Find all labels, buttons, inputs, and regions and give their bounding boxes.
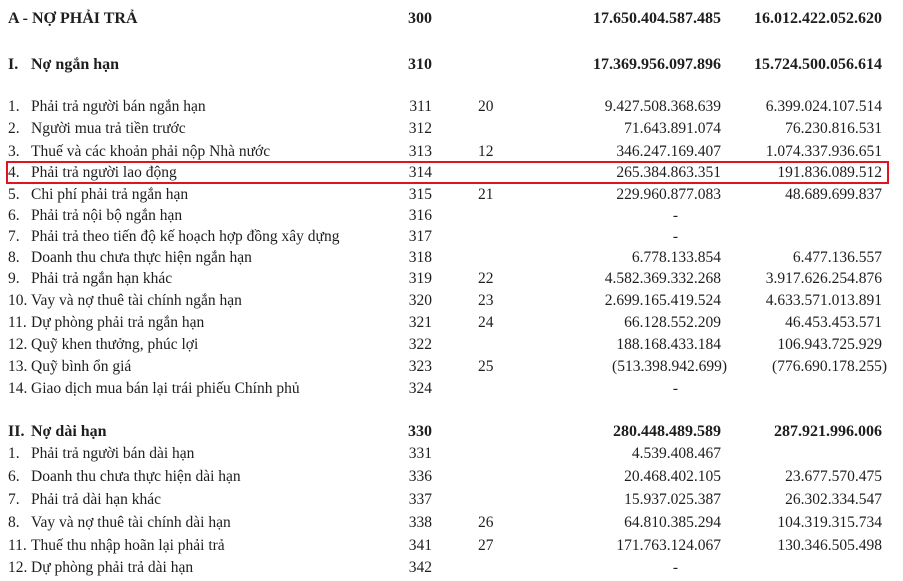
row-current: 4.539.408.467 <box>631 445 721 462</box>
row-current: - <box>672 228 678 245</box>
row-code: 311 <box>409 98 432 115</box>
row-previous: 46.453.453.571 <box>785 314 882 331</box>
row-current: 2.699.165.419.524 <box>604 292 721 309</box>
row-number: 5. <box>8 186 20 203</box>
row-label: Phải trả ngắn hạn khác <box>31 270 173 287</box>
row-current: - <box>672 380 678 397</box>
row-current: 229.960.877.083 <box>616 186 721 203</box>
row-number: 3. <box>8 143 20 160</box>
row-current: 188.168.433.184 <box>616 336 721 353</box>
row-code: 320 <box>408 292 432 309</box>
row-number: 7. <box>8 491 20 508</box>
section-a-label: A - NỢ PHẢI TRẢ <box>8 10 138 27</box>
row-number: 12. <box>8 559 28 576</box>
section-ii-label: Nợ dài hạn <box>31 423 107 440</box>
row-previous: 130.346.505.498 <box>777 537 882 554</box>
row-current: 4.582.369.332.268 <box>604 270 721 287</box>
row-note: 12 <box>478 143 494 160</box>
section-ii-previous: 287.921.996.006 <box>774 423 882 440</box>
row-previous: 48.689.699.837 <box>785 186 882 203</box>
row-note: 20 <box>478 98 494 115</box>
row-label: Người mua trả tiền trước <box>31 120 186 137</box>
table-row <box>0 141 903 163</box>
row-label: Phải trả người bán dài hạn <box>31 445 195 462</box>
row-code: 315 <box>408 186 432 203</box>
table-row <box>0 118 903 140</box>
row-code: 318 <box>408 249 432 266</box>
row-previous: 191.836.089.512 <box>777 164 882 181</box>
row-current: - <box>672 559 678 576</box>
table-row <box>0 356 903 378</box>
row-label: Phải trả người bán ngắn hạn <box>31 98 206 115</box>
row-previous: 4.633.571.013.891 <box>765 292 882 309</box>
row-current: 171.763.124.067 <box>616 537 721 554</box>
row-previous: 1.074.337.936.651 <box>765 143 882 160</box>
row-label: Quỹ khen thưởng, phúc lợi <box>31 336 199 353</box>
row-previous: 26.302.334.547 <box>785 491 882 508</box>
row-current: 71.643.891.074 <box>624 120 721 137</box>
row-code: 317 <box>408 228 432 245</box>
table-row <box>0 334 903 356</box>
row-previous: 104.319.315.734 <box>777 514 882 531</box>
row-label: Vay và nợ thuê tài chính dài hạn <box>31 514 231 531</box>
row-number: 6. <box>8 468 20 485</box>
row-number: 10. <box>8 292 28 309</box>
section-i-current: 17.369.956.097.896 <box>593 56 721 73</box>
row-current: (513.398.942.699) <box>612 358 727 375</box>
row-code: 313 <box>408 143 432 160</box>
table-row <box>0 489 903 511</box>
row-code: 323 <box>408 358 432 375</box>
row-number: 6. <box>8 207 20 224</box>
row-number: 1. <box>8 445 20 462</box>
row-label: Phải trả theo tiến độ kế hoạch hợp đồng xây dựng <box>31 228 340 245</box>
row-current: 64.810.385.294 <box>624 514 721 531</box>
table-row <box>0 247 903 269</box>
table-row <box>0 96 903 118</box>
section-a-row <box>0 8 903 30</box>
table-row <box>0 535 903 557</box>
row-current: 66.128.552.209 <box>624 314 721 331</box>
table-row <box>0 290 903 312</box>
section-a-previous: 16.012.422.052.620 <box>754 10 882 27</box>
row-previous: (776.690.178.255) <box>772 358 887 375</box>
row-label: Doanh thu chưa thực hiện dài hạn <box>31 468 241 485</box>
row-note: 21 <box>478 186 494 203</box>
row-current: 20.468.402.105 <box>624 468 721 485</box>
table-row <box>0 466 903 488</box>
table-row <box>0 378 903 400</box>
row-previous: 3.917.626.254.876 <box>765 270 882 287</box>
section-a-code: 300 <box>408 10 432 27</box>
row-code: 319 <box>408 270 432 287</box>
section-ii-roman: II. <box>8 423 25 440</box>
row-number: 4. <box>8 164 20 181</box>
row-current: 9.427.508.368.639 <box>604 98 721 115</box>
row-previous: 23.677.570.475 <box>785 468 882 485</box>
row-code: 322 <box>408 336 432 353</box>
row-previous: 6.399.024.107.514 <box>765 98 882 115</box>
row-label: Quỹ bình ổn giá <box>31 358 132 375</box>
row-label: Doanh thu chưa thực hiện ngắn hạn <box>31 249 252 266</box>
table-row <box>0 443 903 465</box>
row-current: 15.937.025.387 <box>624 491 721 508</box>
section-i-label: Nợ ngắn hạn <box>31 56 120 73</box>
row-label: Chi phí phải trả ngắn hạn <box>31 186 189 203</box>
row-note: 23 <box>478 292 494 309</box>
row-current: 6.778.133.854 <box>631 249 721 266</box>
table-row <box>0 184 903 206</box>
row-label: Phải trả người lao động <box>31 164 177 181</box>
row-note: 24 <box>478 314 494 331</box>
table-row <box>0 205 903 227</box>
row-code: 337 <box>408 491 432 508</box>
section-i-code: 310 <box>408 56 432 73</box>
row-number: 2. <box>8 120 20 137</box>
row-current: - <box>672 207 678 224</box>
row-code: 336 <box>408 468 432 485</box>
row-label: Phải trả nội bộ ngắn hạn <box>31 207 183 224</box>
row-previous: 6.477.136.557 <box>792 249 882 266</box>
section-i-row <box>0 54 903 76</box>
row-number: 1. <box>8 98 20 115</box>
row-previous: 76.230.816.531 <box>785 120 882 137</box>
row-note: 22 <box>478 270 494 287</box>
row-label: Phải trả dài hạn khác <box>31 491 161 508</box>
row-note: 25 <box>478 358 494 375</box>
row-number: 8. <box>8 514 20 531</box>
row-number: 13. <box>8 358 28 375</box>
row-code: 324 <box>408 380 432 397</box>
table-row <box>0 557 903 579</box>
row-code: 312 <box>408 120 432 137</box>
row-number: 8. <box>8 249 20 266</box>
section-i-previous: 15.724.500.056.614 <box>754 56 882 73</box>
section-ii-row <box>0 421 903 443</box>
row-label: Thuế thu nhập hoãn lại phải trả <box>31 537 225 554</box>
table-row <box>0 512 903 534</box>
section-ii-code: 330 <box>408 423 432 440</box>
row-code: 321 <box>408 314 432 331</box>
row-code: 341 <box>408 537 432 554</box>
row-note: 26 <box>478 514 494 531</box>
row-code: 331 <box>408 445 432 462</box>
table-row <box>0 312 903 334</box>
row-label: Vay và nợ thuê tài chính ngắn hạn <box>31 292 242 309</box>
section-a-current: 17.650.404.587.485 <box>593 10 721 27</box>
row-number: 9. <box>8 270 20 287</box>
row-code: 342 <box>408 559 432 576</box>
row-label: Giao dịch mua bán lại trái phiếu Chính phủ <box>31 380 300 397</box>
section-i-roman: I. <box>8 56 19 73</box>
row-label: Thuế và các khoản phải nộp Nhà nước <box>31 143 271 160</box>
row-number: 11. <box>8 537 27 554</box>
row-code: 316 <box>408 207 432 224</box>
row-label: Dự phòng phải trả dài hạn <box>31 559 194 576</box>
row-label: Dự phòng phải trả ngắn hạn <box>31 314 205 331</box>
table-row <box>0 226 903 248</box>
row-code: 338 <box>408 514 432 531</box>
row-note: 27 <box>478 537 494 554</box>
row-number: 11. <box>8 314 27 331</box>
row-current: 346.247.169.407 <box>616 143 721 160</box>
row-number: 7. <box>8 228 20 245</box>
row-code: 314 <box>408 164 432 181</box>
highlight-box <box>6 161 889 184</box>
row-current: 265.384.863.351 <box>616 164 721 181</box>
row-previous: 106.943.725.929 <box>777 336 882 353</box>
row-number: 14. <box>8 380 28 397</box>
row-number: 12. <box>8 336 28 353</box>
section-ii-current: 280.448.489.589 <box>613 423 721 440</box>
table-row <box>0 268 903 290</box>
